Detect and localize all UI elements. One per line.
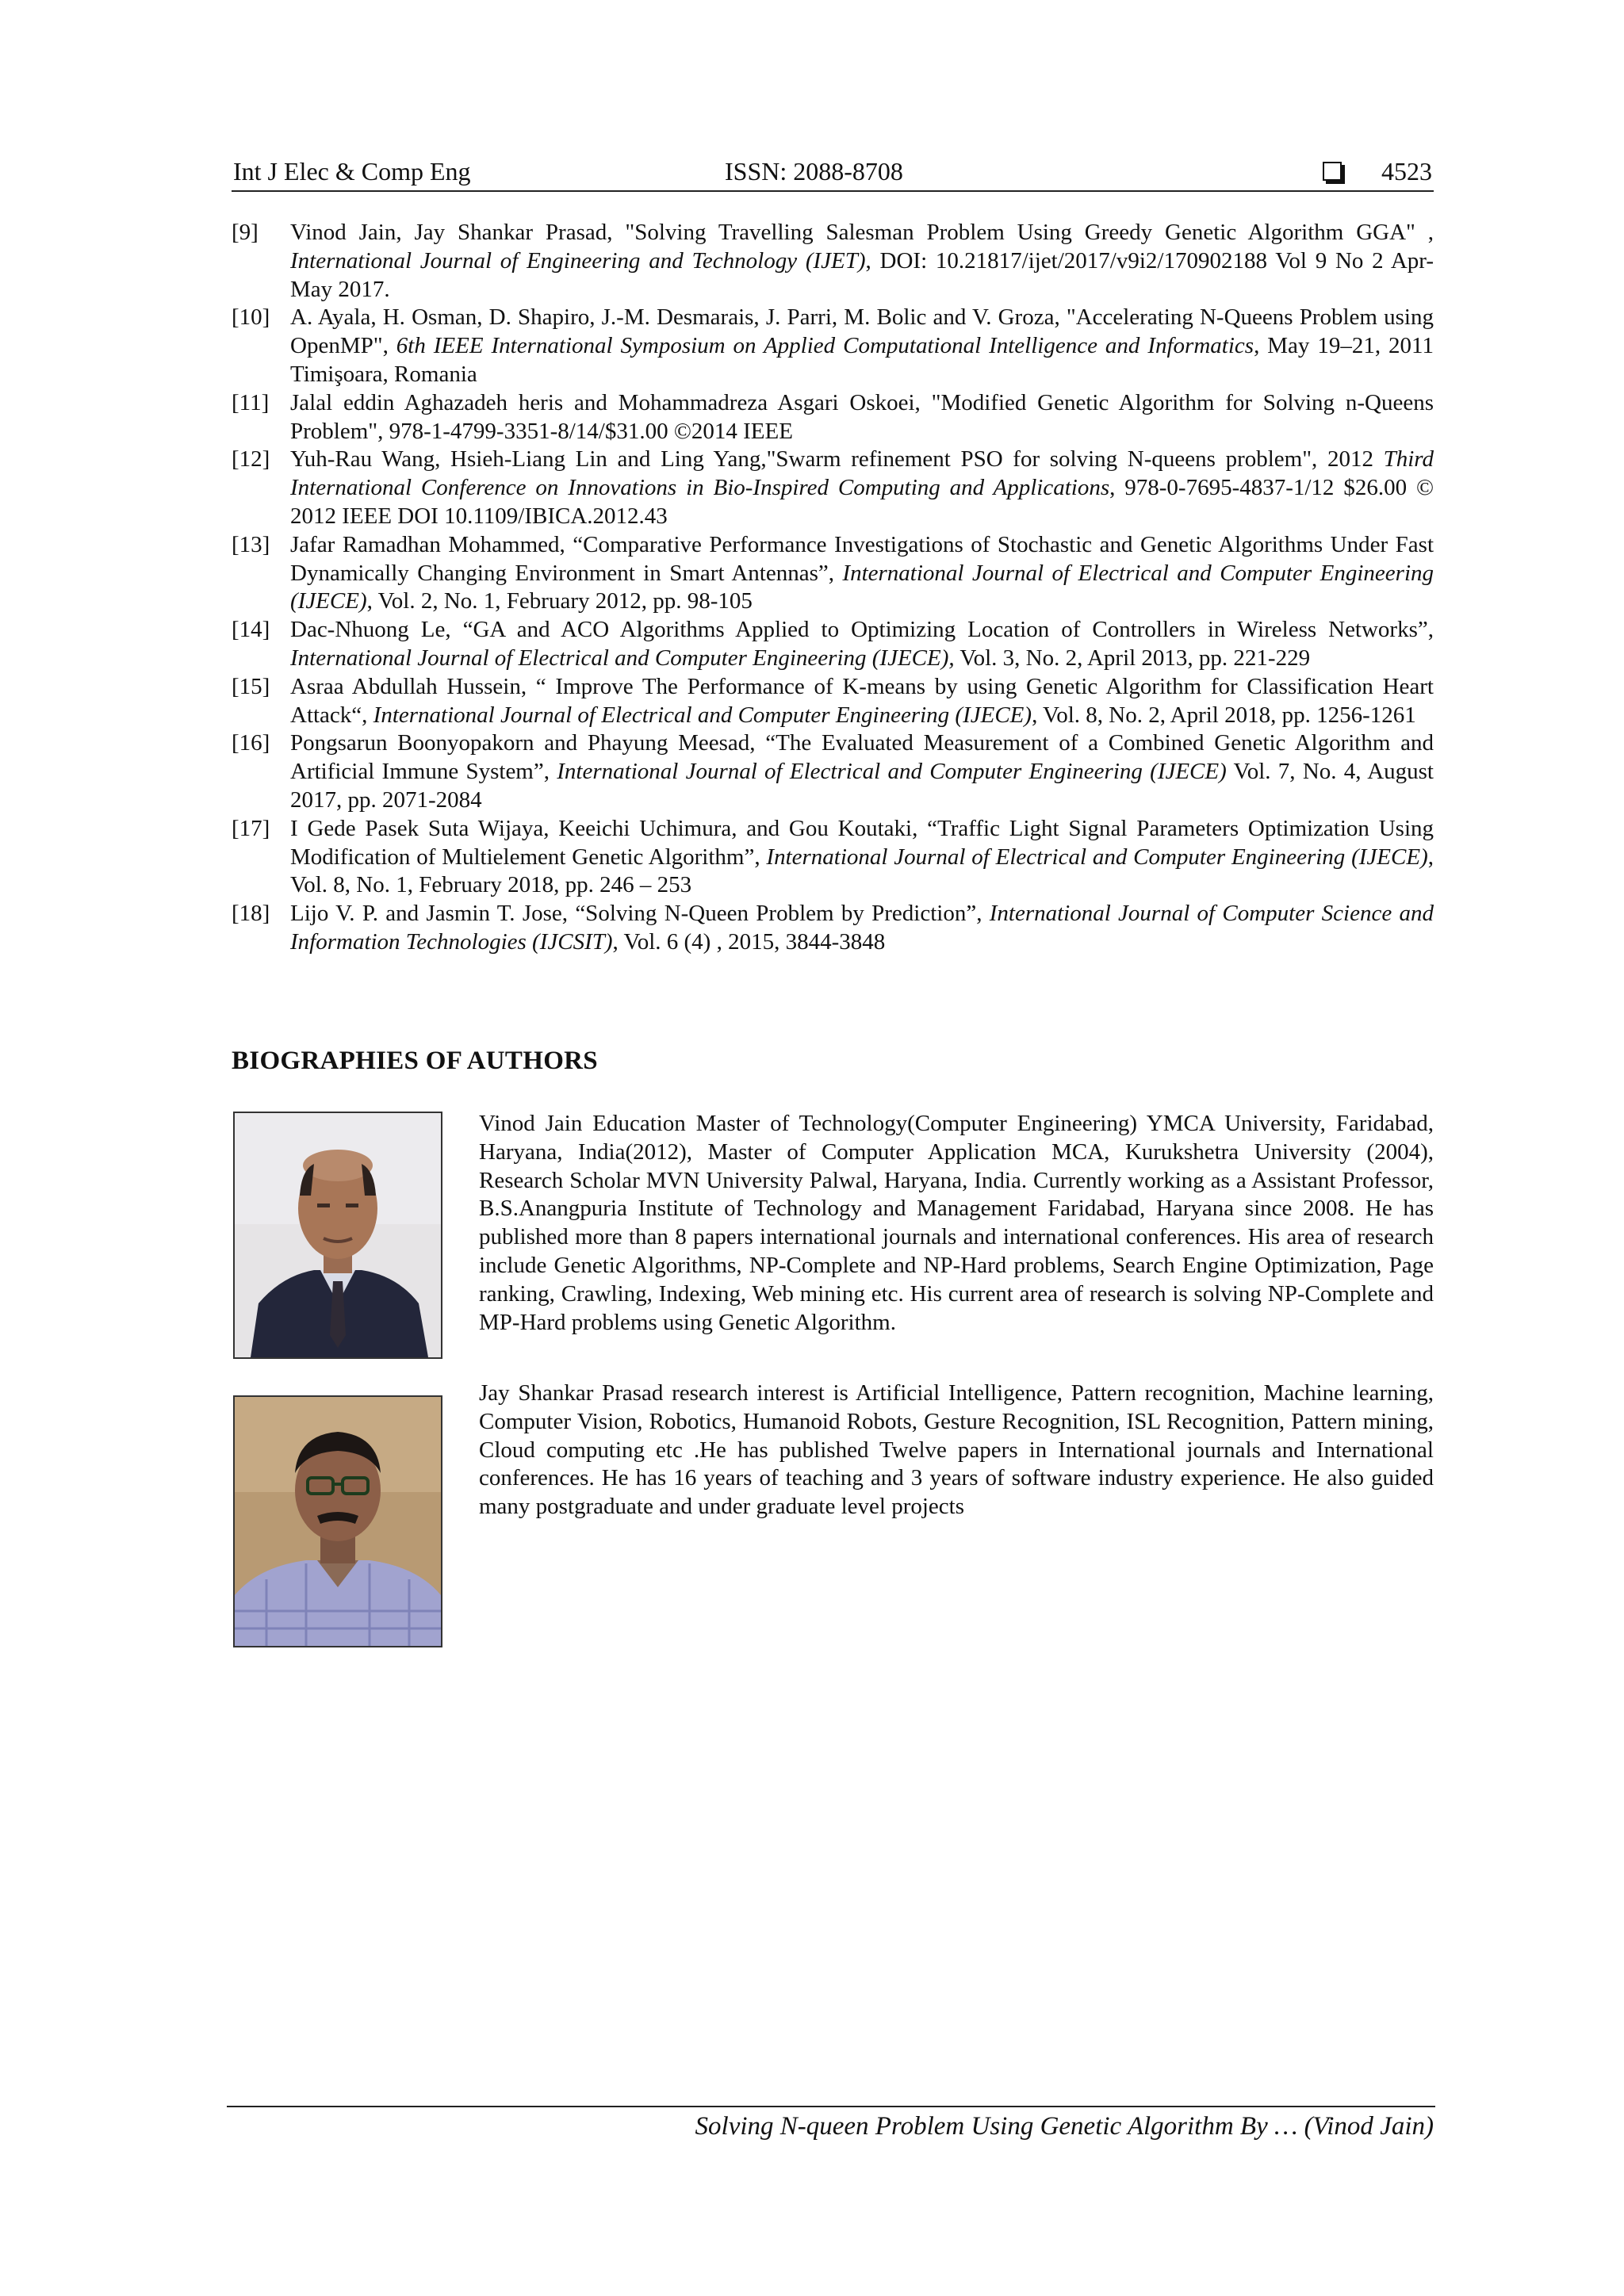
author-photo-jay-shankar-prasad: [233, 1395, 442, 1647]
reference-number: [9]: [232, 220, 259, 245]
reference-segment: Lijo V. P. and Jasmin T. Jose, “Solving N-Queen Problem by Prediction”,: [290, 901, 990, 927]
biographies-heading: BIOGRAPHIES OF AUTHORS: [232, 1047, 598, 1075]
reference-item: [232, 729, 1434, 814]
reference-venue: Third International Conference on Innovations in Bio-Inspired Computing and Applications: [290, 446, 1434, 501]
reference-item: [232, 304, 1434, 388]
reference-number: [17]: [232, 815, 270, 841]
reference-item: [232, 900, 1434, 957]
reference-list: [232, 219, 1434, 957]
reference-number: [16]: [232, 730, 270, 756]
reference-segment: Jalal eddin Aghazadeh heris and Mohammadreza Asgari Oskoei, "Modified Genetic Algorithm for Solving n-Queens Problem", 978-1-4799-3351-8/14/$31.00 ©2014 IEEE: [290, 389, 1434, 444]
footer-rule: [227, 2106, 1435, 2107]
reference-item: [232, 446, 1434, 530]
reference-number: [15]: [232, 673, 270, 699]
box-icon: [1323, 162, 1342, 181]
reference-segment: I Gede Pasek Suta Wijaya, Keeichi Uchimura, and Gou Koutaki, “Traffic Light Signal Parameters Optimization Using Modification of Multielement Genetic Algorithm”,: [290, 815, 1434, 870]
reference-text: [290, 729, 1434, 814]
author-bio-jay-shankar-prasad: Jay Shankar Prasad research interest is Artificial Intelligence, Pattern recognition, Machine learning, Computer Vision, Robotics, Humanoid Robots, Gesture Recognition, ISL Recognition, Pattern mining, Cloud computing etc .He has published Twelve papers in International journals and International conferences. He has 16 years of teaching and 3 years of software industry experience. He also guided many postgraduate and under graduate level projects: [479, 1380, 1434, 1520]
reference-segment: , Vol. 2, No. 1, February 2012, pp. 98-105: [366, 588, 753, 614]
reference-venue: International Journal of Electrical and Computer Engineering (IJECE): [373, 702, 1032, 728]
reference-segment: Asraa Abdullah Hussein, “ Improve The Performance of K-means by using Genetic Algorithm for Classification Heart Attack“,: [290, 673, 1434, 728]
reference-text: [290, 446, 1434, 530]
reference-segment: Vol. 7, No. 4, August 2017, pp. 2071-2084: [290, 759, 1434, 813]
reference-segment: Vinod Jain, Jay Shankar Prasad, "Solving Travelling Salesman Problem Using Greedy Genetic Algorithm GGA" ,: [290, 220, 1434, 245]
reference-segment: , Vol. 8, No. 2, April 2018, pp. 1256-1261: [1032, 702, 1416, 728]
reference-text: [290, 900, 1434, 957]
reference-number: [12]: [232, 446, 270, 473]
reference-number: [11]: [232, 389, 270, 415]
reference-number: [13]: [232, 531, 270, 557]
page-header: [232, 154, 1434, 192]
reference-text: [290, 389, 1434, 446]
reference-segment: , May 19–21, 2011 Timişoara, Romania: [290, 333, 1434, 387]
reference-text: [290, 616, 1434, 673]
reference-venue: 6th IEEE International Symposium on Applied Computational Intelligence and Informatics: [396, 333, 1254, 359]
reference-segment: , 978-0-7695-4837-1/12 $26.00 © 2012 IEEE DOI 10.1109/IBICA.2012.43: [290, 475, 1434, 529]
reference-segment: , Vol. 8, No. 1, February 2018, pp. 246 – 253: [290, 844, 1434, 898]
reference-venue: International Journal of Electrical and Computer Engineering (IJECE): [290, 560, 1434, 614]
reference-item: [232, 531, 1434, 616]
reference-text: [290, 815, 1434, 900]
reference-number: [18]: [232, 901, 270, 927]
reference-venue: International Journal of Electrical and Computer Engineering (IJECE): [766, 844, 1428, 870]
reference-segment: A. Ayala, H. Osman, D. Shapiro, J.-M. Desmarais, J. Parri, M. Bolic and V. Groza, "Accelerating N-Queens Problem using OpenMP",: [290, 304, 1434, 359]
reference-segment: Jafar Ramadhan Mohammed, “Comparative Performance Investigations of Stochastic and Genetic Algorithms Under Fast Dynamically Changing Environment in Smart Antennas”,: [290, 531, 1434, 586]
reference-item: [232, 815, 1434, 900]
page-number: 4523: [1381, 157, 1432, 186]
reference-item: [232, 616, 1434, 673]
author-bio-vinod-jain: Vinod Jain Education Master of Technology(Computer Engineering) YMCA University, Faridabad, Haryana, India(2012), Master of Computer Application MCA, Kurukshetra University (2004), Research Scholar MVN University Palwal, Haryana, India. Currently working as a Assistant Professor, B.S.Anangpuria Institute of Technology and Management Faridabad, Haryana since 2008. He has published more than 8 papers international journals and international conferences. His area of research include Genetic Algorithms, NP-Complete and NP-Hard problems, Search Engine Optimization, Page ranking, Crawling, Indexing, Web mining etc. His current area of research is solving NP-Complete and MP-Hard problems using Genetic Algorithm.: [479, 1111, 1434, 1335]
reference-number: [10]: [232, 304, 270, 331]
reference-item: [232, 389, 1434, 446]
reference-text: [290, 304, 1434, 388]
reference-venue: International Journal of Electrical and Computer Engineering (IJECE): [557, 759, 1227, 785]
reference-segment: Vol. 3, No. 2, April 2013, pp. 221-229: [954, 645, 1311, 671]
reference-item: [232, 673, 1434, 730]
reference-venue: International Journal of Engineering and Technology (IJET): [290, 247, 866, 274]
reference-segment: , DOI: 10.21817/ijet/2017/v9i2/170902188 Vol 9 No 2 Apr-May 2017.: [290, 247, 1434, 302]
reference-item: [232, 219, 1434, 304]
reference-text: [290, 673, 1434, 730]
reference-segment: Dac-Nhuong Le, “GA and ACO Algorithms Applied to Optimizing Location of Controllers in Wireless Networks”,: [290, 617, 1434, 643]
reference-segment: Pongsarun Boonyopakorn and Phayung Meesad, “The Evaluated Measurement of a Combined Genetic Algorithm and Artificial Immune System”,: [290, 730, 1434, 785]
reference-venue: International Journal of Computer Science and Information Technologies (IJCSIT): [290, 901, 1434, 955]
reference-segment: Yuh-Rau Wang, Hsieh-Liang Lin and Ling Yang,"Swarm refinement PSO for solving N-queens problem", 2012: [290, 446, 1384, 473]
author-photo-vinod-jain: [233, 1112, 442, 1359]
reference-segment: , Vol. 6 (4) , 2015, 3844-3848: [612, 928, 886, 955]
reference-venue: International Journal of Electrical and Computer Engineering (IJECE),: [290, 645, 955, 671]
running-title: Solving N-queen Problem Using Genetic Algorithm By … (Vinod Jain): [695, 2112, 1434, 2141]
reference-text: [290, 531, 1434, 616]
issn: ISSN: 2088-8708: [725, 157, 903, 186]
reference-number: [14]: [232, 617, 270, 643]
reference-text: [290, 219, 1434, 304]
journal-name: Int J Elec & Comp Eng: [233, 157, 471, 186]
